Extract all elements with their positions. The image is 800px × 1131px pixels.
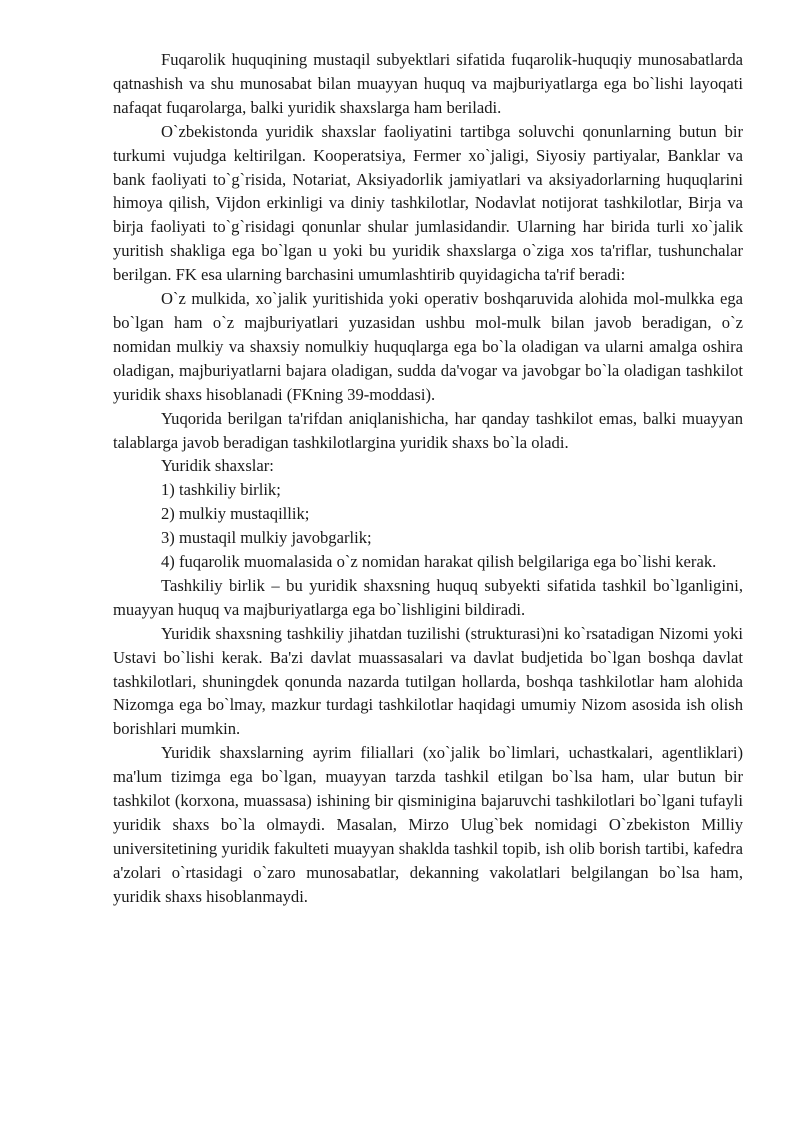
paragraph: O`zbekistonda yuridik shaxslar faoliyatini tartibga soluvchi qonunlarning butun bir turkumi vujudga keltirilgan. Kooperatsiya, Fermer xo`jaligi, Siyosiy partiyalar, Banklar va bank faoliyati to`g`risida, Notariat, Aksiyadorlik jamiyatlari va aksiyadorlarning huquqlarini himoya qilish, Vijdon erkinligi va diniy tashkilotlar, Nodavlat notijorat tashkilotlar, Birja va birja faoliyati to`g`risidagi qonunlar shular jumlasidandir. Ularning har birida turli xo`jalik yuritish shakliga ega bo`lgan u yoki bu yuridik shaxslarga o`ziga xos ta'riflar, tushunchalar berilgan. FK esa ularning barchasini umumlashtirib quyidagicha ta'rif beradi: <box>113 121 743 285</box>
list-item: 4) fuqarolik muomalasida o`z nomidan harakat qilish belgilariga ega bo`lishi kerak. <box>161 552 717 572</box>
list-item: 2) mulkiy mustaqillik; <box>161 504 310 524</box>
paragraph: Tashkiliy birlik – bu yuridik shaxsning huquq subyekti sifatida tashkil bo`lganligini, muayyan huquq va majburiyatlarga ega bo`lishligini bildiradi. <box>113 575 743 619</box>
paragraph: Yuridik shaxsning tashkiliy jihatdan tuzilishi (strukturasi)ni ko`rsatadigan Nizomi yoki Ustavi bo`lishi kerak. Ba'zi davlat muassasalari va davlat budjetida bo`lgan boshqa davlat tashkilotlari, shuningdek qonunda nazarda tutilgan hollarda, boshqa tashkilotlar ham alohida Nizomga ega bo`lmay, mazkur turdagi tashkilotlar haqidagi umumiy Nizom asosida ish olish borishlari mumkin. <box>113 623 743 739</box>
paragraph: Yuridik shaxslarning ayrim filiallari (xo`jalik bo`limlari, uchastkalari, agentliklari) ma'lum tizimga ega bo`lgan, muayyan tarzda tashkil etilgan bo`lsa ham, ular butun bir tashkilot (korxona, muassasa) ishining bir qisminigina bajaruvchi tashkilotlari bo`lgani tufayli yuridik shaxs bo`la olmaydi. Masalan, Mirzo Ulug`bek nomidagi O`zbekiston Milliy universitetining yuridik fakulteti muayyan shaklda tashkil topib, ish olib borish tartibi, kafedra a'zolari o`rtasidagi o`zaro munosabatlar, dekanning vakolatlari belgilangan bo`lsa ham, yuridik shaxs hisoblanmaydi. <box>113 743 743 906</box>
document-page <box>113 48 743 909</box>
list-item: 1) tashkiliy birlik; <box>161 480 281 500</box>
paragraph: O`z mulkida, xo`jalik yuritishida yoki operativ boshqaruvida alohida mol-mulkka ega bo`lgan ham o`z majburiyatlari yuzasidan ushbu mol-mulk bilan javob beradigan, o`z nomidan mulkiy va shaxsiy nomulkiy huquqlarga ega bo`la oladigan va ularni amalga oshira oladigan, majburiyatlarni bajara oladigan, sudda da'vogar va javobgar bo`la oladigan tashkilot yuridik shaxs hisoblanadi (FKning 39-moddasi). <box>113 289 743 404</box>
list-item: 3) mustaqil mulkiy javobgarlik; <box>161 528 372 548</box>
list-intro: Yuridik shaxslar: <box>161 456 274 476</box>
paragraph: Yuqorida berilgan ta'rifdan aniqlanishicha, har qanday tashkilot emas, balki muayyan talablarga javob beradigan tashkilotlargina yuridik shaxs bo`la oladi. <box>113 408 743 452</box>
paragraph: Fuqarolik huquqining mustaqil subyektlari sifatida fuqarolik-huquqiy munosabatlarda qatnashish va shu munosabat bilan muayyan huquq va majburiyatlarga ega bo`lishi layoqati nafaqat fuqarolarga, balki yuridik shaxslarga ham beriladi. <box>113 50 743 117</box>
